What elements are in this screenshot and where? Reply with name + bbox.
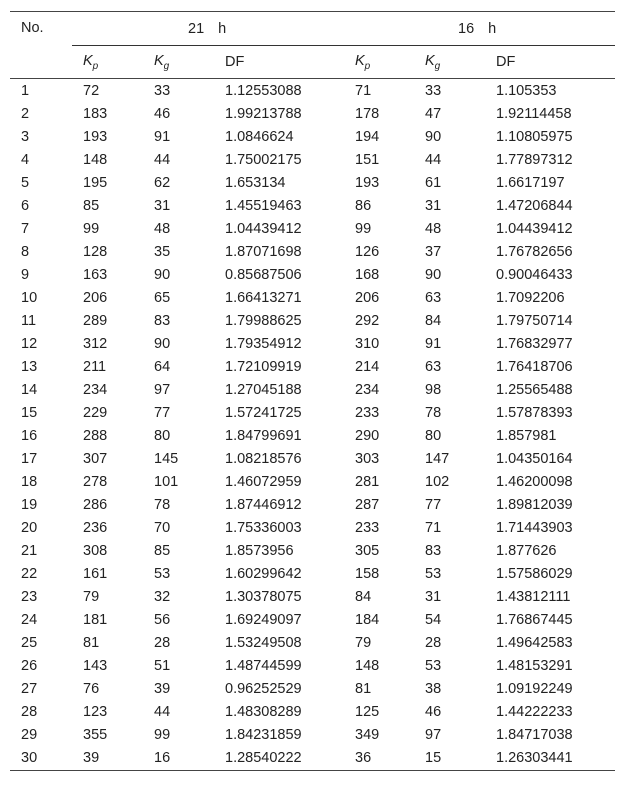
cell-kp-16h: 214 (355, 359, 380, 375)
cell-kp-16h: 233 (355, 520, 380, 536)
cell-kg-21h: 35 (154, 244, 171, 260)
cell-df-21h: 1.653134 (225, 175, 286, 191)
cell-kp-16h: 194 (355, 129, 380, 145)
cell-kg-21h: 53 (154, 566, 171, 582)
cell-kg-16h: 63 (425, 359, 442, 375)
cell-kp-16h: 234 (355, 382, 380, 398)
cell-df-16h: 1.7092206 (496, 290, 565, 306)
table-row (10, 333, 615, 356)
cell-kg-21h: 91 (154, 129, 171, 145)
cell-df-16h: 1.57586029 (496, 566, 573, 582)
cell-df-16h: 1.46200098 (496, 474, 573, 490)
header-no: No. (21, 20, 44, 36)
cell-kp-21h: 234 (83, 382, 108, 398)
cell-kp-16h: 148 (355, 658, 380, 674)
cell-df-21h: 1.12553088 (225, 83, 302, 99)
cell-kp-16h: 193 (355, 175, 380, 191)
cell-kp-16h: 99 (355, 221, 372, 237)
cell-kg-16h: 90 (425, 267, 442, 283)
cell-kp-21h: 278 (83, 474, 108, 490)
table-row (10, 517, 615, 540)
cell-df-21h: 1.08218576 (225, 451, 302, 467)
cell-df-16h: 1.76782656 (496, 244, 573, 260)
table-row (10, 724, 615, 747)
cell-kg-16h: 83 (425, 543, 442, 559)
cell-df-21h: 0.96252529 (225, 681, 302, 697)
table-row (10, 218, 615, 241)
cell-no: 9 (21, 267, 30, 283)
cell-kg-16h: 90 (425, 129, 442, 145)
cell-kg-21h: 64 (154, 359, 171, 375)
cell-kp-21h: 128 (83, 244, 108, 260)
cell-kp-21h: 148 (83, 152, 108, 168)
cell-kg-21h: 16 (154, 750, 171, 766)
table-row (10, 402, 615, 425)
cell-kg-21h: 44 (154, 704, 171, 720)
cell-kp-21h: 163 (83, 267, 108, 283)
cell-df-16h: 1.79750714 (496, 313, 573, 329)
cell-df-21h: 1.46072959 (225, 474, 302, 490)
cell-df-16h: 1.25565488 (496, 382, 573, 398)
cell-df-21h: 1.69249097 (225, 612, 302, 628)
table-row (10, 126, 615, 149)
table-row (10, 425, 615, 448)
cell-kg-16h: 102 (425, 474, 450, 490)
cell-no: 16 (21, 428, 38, 444)
cell-kg-16h: 61 (425, 175, 442, 191)
table-row (10, 747, 615, 771)
header-df-21h: DF (214, 46, 344, 79)
cell-no: 30 (21, 750, 38, 766)
cell-df-21h: 1.8573956 (225, 543, 294, 559)
cell-no: 25 (21, 635, 38, 651)
header-kg-16h: $K_g$ (414, 46, 485, 79)
cell-df-16h: 1.92114458 (496, 106, 572, 122)
header-kp-21h: $K_p$ (72, 46, 143, 79)
cell-kp-16h: 71 (355, 83, 372, 99)
cell-kp-16h: 79 (355, 635, 372, 651)
cell-kg-21h: 99 (154, 727, 171, 743)
cell-kp-16h: 310 (355, 336, 380, 352)
cell-kg-16h: 53 (425, 658, 442, 674)
cell-kg-16h: 15 (425, 750, 442, 766)
cell-df-16h: 1.47206844 (496, 198, 573, 214)
cell-kp-16h: 233 (355, 405, 380, 421)
cell-kg-21h: 51 (154, 658, 171, 674)
table-row (10, 678, 615, 701)
cell-kp-16h: 151 (355, 152, 380, 168)
cell-kg-16h: 38 (425, 681, 442, 697)
cell-no: 13 (21, 359, 38, 375)
cell-kg-21h: 90 (154, 336, 171, 352)
group-value: 16 (458, 20, 475, 37)
table-row (10, 172, 615, 195)
cell-no: 23 (21, 589, 38, 605)
cell-kg-16h: 28 (425, 635, 442, 651)
table-row (10, 609, 615, 632)
header-group-21h (72, 12, 344, 46)
cell-kg-16h: 37 (425, 244, 442, 260)
cell-kg-16h: 47 (425, 106, 442, 122)
cell-no: 11 (21, 313, 37, 329)
cell-df-21h: 1.27045188 (225, 382, 302, 398)
table-row (10, 356, 615, 379)
cell-kp-16h: 86 (355, 198, 372, 214)
cell-kg-21h: 85 (154, 543, 171, 559)
cell-df-21h: 1.87446912 (225, 497, 302, 513)
cell-no: 26 (21, 658, 38, 674)
cell-kp-21h: 307 (83, 451, 108, 467)
cell-kg-16h: 84 (425, 313, 442, 329)
cell-kp-21h: 39 (83, 750, 100, 766)
cell-kp-21h: 81 (83, 635, 100, 651)
cell-df-21h: 1.87071698 (225, 244, 302, 260)
cell-kp-16h: 287 (355, 497, 380, 513)
cell-df-16h: 1.26303441 (496, 750, 573, 766)
cell-df-16h: 1.6617197 (496, 175, 565, 191)
cell-no: 17 (21, 451, 38, 467)
cell-kg-21h: 65 (154, 290, 171, 306)
cell-kg-16h: 46 (425, 704, 442, 720)
cell-kg-21h: 32 (154, 589, 171, 605)
cell-kp-16h: 290 (355, 428, 380, 444)
cell-df-21h: 1.04439412 (225, 221, 302, 237)
cell-df-21h: 1.79354912 (225, 336, 302, 352)
table-row (10, 79, 615, 104)
cell-no: 10 (21, 290, 38, 306)
cell-kp-16h: 292 (355, 313, 380, 329)
cell-kg-21h: 78 (154, 497, 171, 513)
cell-df-16h: 1.877626 (496, 543, 557, 559)
cell-kg-16h: 78 (425, 405, 442, 421)
cell-kg-16h: 63 (425, 290, 442, 306)
cell-kp-16h: 81 (355, 681, 372, 697)
group-unit: h (488, 20, 497, 37)
cell-kp-16h: 168 (355, 267, 380, 283)
cell-kg-16h: 80 (425, 428, 442, 444)
cell-kp-21h: 193 (83, 129, 108, 145)
cell-df-21h: 1.28540222 (225, 750, 302, 766)
cell-df-16h: 1.57878393 (496, 405, 573, 421)
table-row (10, 264, 615, 287)
cell-df-21h: 1.30378075 (225, 589, 302, 605)
cell-no: 27 (21, 681, 38, 697)
cell-df-21h: 1.48744599 (225, 658, 302, 674)
cell-no: 20 (21, 520, 38, 536)
cell-df-21h: 1.66413271 (225, 290, 302, 306)
cell-kg-16h: 147 (425, 451, 450, 467)
cell-kp-16h: 305 (355, 543, 380, 559)
table-row (10, 655, 615, 678)
header-df-16h: DF (485, 46, 615, 79)
cell-kp-16h: 84 (355, 589, 372, 605)
cell-kg-21h: 97 (154, 382, 171, 398)
cell-df-16h: 1.857981 (496, 428, 557, 444)
table-row (10, 448, 615, 471)
table-row (10, 149, 615, 172)
cell-kp-16h: 36 (355, 750, 372, 766)
cell-df-21h: 1.99213788 (225, 106, 302, 122)
cell-kg-16h: 53 (425, 566, 442, 582)
cell-df-21h: 1.48308289 (225, 704, 302, 720)
cell-df-16h: 1.44222233 (496, 704, 573, 720)
cell-no: 21 (21, 543, 38, 559)
cell-kp-21h: 76 (83, 681, 100, 697)
cell-kg-21h: 83 (154, 313, 171, 329)
cell-df-21h: 1.0846624 (225, 129, 294, 145)
cell-df-21h: 0.85687506 (225, 267, 302, 283)
table-row (10, 379, 615, 402)
cell-df-16h: 1.48153291 (496, 658, 573, 674)
cell-kg-16h: 48 (425, 221, 442, 237)
cell-kp-21h: 286 (83, 497, 108, 513)
cell-kg-21h: 46 (154, 106, 171, 122)
cell-df-16h: 0.90046433 (496, 267, 573, 283)
data-table-container (10, 11, 615, 771)
cell-kp-16h: 281 (355, 474, 380, 490)
table-row (10, 540, 615, 563)
cell-df-16h: 1.04439412 (496, 221, 573, 237)
cell-df-21h: 1.45519463 (225, 198, 302, 214)
cell-df-16h: 1.10805975 (496, 129, 573, 145)
table-row (10, 471, 615, 494)
cell-kg-21h: 90 (154, 267, 171, 283)
cell-kp-21h: 195 (83, 175, 108, 191)
cell-kp-21h: 308 (83, 543, 108, 559)
cell-df-16h: 1.84717038 (496, 727, 573, 743)
cell-no: 28 (21, 704, 38, 720)
cell-df-21h: 1.84799691 (225, 428, 302, 444)
cell-kg-16h: 44 (425, 152, 442, 168)
cell-df-16h: 1.89812039 (496, 497, 573, 513)
cell-kp-16h: 178 (355, 106, 380, 122)
cell-df-16h: 1.76832977 (496, 336, 573, 352)
cell-kg-16h: 71 (425, 520, 442, 536)
cell-kp-21h: 288 (83, 428, 108, 444)
table-body (10, 79, 615, 771)
cell-df-16h: 1.105353 (496, 83, 557, 99)
cell-kp-21h: 229 (83, 405, 108, 421)
cell-kg-16h: 31 (425, 198, 442, 214)
cell-df-21h: 1.84231859 (225, 727, 302, 743)
table-row (10, 632, 615, 655)
cell-no: 6 (21, 198, 30, 214)
cell-kg-21h: 80 (154, 428, 171, 444)
cell-kg-21h: 31 (154, 198, 171, 214)
cell-kp-21h: 181 (83, 612, 108, 628)
cell-kp-21h: 183 (83, 106, 108, 122)
cell-df-21h: 1.57241725 (225, 405, 302, 421)
cell-df-16h: 1.09192249 (496, 681, 573, 697)
cell-kp-21h: 211 (83, 359, 107, 375)
cell-no: 29 (21, 727, 38, 743)
table-row (10, 310, 615, 333)
cell-kg-16h: 31 (425, 589, 442, 605)
cell-kp-21h: 161 (83, 566, 108, 582)
group-value: 21 (188, 20, 205, 37)
header-kg-21h: $K_g$ (143, 46, 214, 79)
cell-kp-21h: 123 (83, 704, 108, 720)
cell-df-16h: 1.04350164 (496, 451, 573, 467)
cell-kp-16h: 349 (355, 727, 380, 743)
cell-kg-21h: 28 (154, 635, 171, 651)
cell-df-21h: 1.75336003 (225, 520, 302, 536)
group-unit: h (218, 20, 227, 37)
cell-kg-16h: 91 (425, 336, 442, 352)
cell-kp-21h: 355 (83, 727, 108, 743)
cell-kg-21h: 33 (154, 83, 171, 99)
cell-kp-21h: 85 (83, 198, 100, 214)
table-row (10, 287, 615, 310)
table-row (10, 586, 615, 609)
cell-no: 5 (21, 175, 30, 191)
cell-no: 2 (21, 106, 30, 122)
cell-kg-21h: 77 (154, 405, 171, 421)
cell-no: 12 (21, 336, 38, 352)
cell-kp-16h: 158 (355, 566, 380, 582)
cell-kg-21h: 44 (154, 152, 171, 168)
header-kp-16h: $K_p$ (344, 46, 414, 79)
cell-df-16h: 1.43812111 (496, 589, 571, 605)
table-row (10, 701, 615, 724)
cell-kp-21h: 143 (83, 658, 108, 674)
cell-no: 24 (21, 612, 38, 628)
cell-kp-16h: 303 (355, 451, 380, 467)
cell-df-16h: 1.76418706 (496, 359, 573, 375)
cell-no: 4 (21, 152, 30, 168)
cell-df-16h: 1.49642583 (496, 635, 573, 651)
cell-kp-21h: 79 (83, 589, 100, 605)
cell-no: 3 (21, 129, 30, 145)
cell-df-16h: 1.71443903 (496, 520, 573, 536)
table-row (10, 241, 615, 264)
cell-kp-21h: 72 (83, 83, 100, 99)
cell-no: 19 (21, 497, 38, 513)
cell-no: 7 (21, 221, 30, 237)
cell-df-21h: 1.79988625 (225, 313, 302, 329)
data-table (10, 11, 615, 771)
cell-kp-16h: 125 (355, 704, 380, 720)
header-group-16h (344, 12, 615, 46)
cell-kg-16h: 98 (425, 382, 442, 398)
table-row (10, 195, 615, 218)
cell-kg-21h: 70 (154, 520, 171, 536)
cell-no: 18 (21, 474, 38, 490)
cell-kg-21h: 56 (154, 612, 171, 628)
cell-kp-16h: 206 (355, 290, 380, 306)
cell-kp-21h: 99 (83, 221, 100, 237)
cell-kg-21h: 39 (154, 681, 171, 697)
cell-kp-21h: 236 (83, 520, 108, 536)
cell-df-21h: 1.53249508 (225, 635, 302, 651)
cell-kp-21h: 206 (83, 290, 108, 306)
table-row (10, 103, 615, 126)
cell-kg-16h: 33 (425, 83, 442, 99)
cell-kg-21h: 145 (154, 451, 179, 467)
cell-df-16h: 1.77897312 (496, 152, 573, 168)
cell-kg-21h: 101 (154, 474, 179, 490)
cell-no: 15 (21, 405, 38, 421)
cell-no: 1 (21, 83, 30, 99)
cell-kg-16h: 97 (425, 727, 442, 743)
cell-kg-21h: 62 (154, 175, 171, 191)
cell-kg-16h: 77 (425, 497, 442, 513)
cell-kp-21h: 289 (83, 313, 108, 329)
cell-kg-21h: 48 (154, 221, 171, 237)
cell-kp-21h: 312 (83, 336, 108, 352)
table-header (10, 12, 615, 79)
cell-no: 8 (21, 244, 30, 260)
cell-kp-16h: 184 (355, 612, 380, 628)
cell-df-21h: 1.75002175 (225, 152, 302, 168)
cell-no: 22 (21, 566, 38, 582)
cell-kg-16h: 54 (425, 612, 442, 628)
table-row (10, 494, 615, 517)
cell-df-16h: 1.76867445 (496, 612, 573, 628)
cell-kp-16h: 126 (355, 244, 380, 260)
cell-df-21h: 1.60299642 (225, 566, 302, 582)
table-row (10, 563, 615, 586)
cell-no: 14 (21, 382, 38, 398)
cell-df-21h: 1.72109919 (225, 359, 302, 375)
